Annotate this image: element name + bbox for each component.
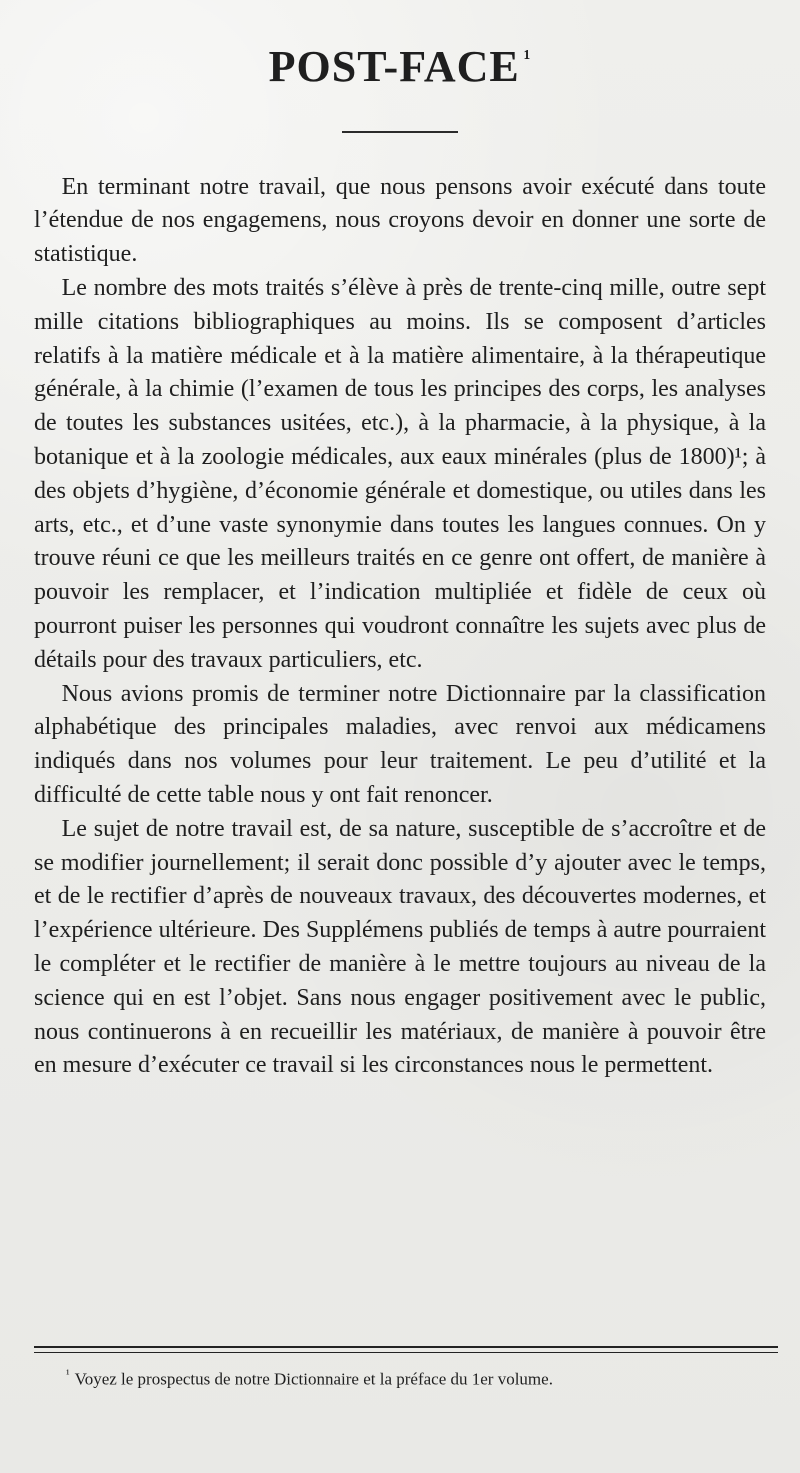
paragraph-dictionary-classification: Nous avions promis de terminer notre Dictionnaire par la classification alphabétique des principales maladies, avec renvoi aux médicamens indiqués dans nos volumes pour leur traitement. Le peu d’utilité et la difficulté de cette table nous y ont fait renoncer.	[34, 680, 766, 808]
footnote-marker: ¹	[66, 1367, 70, 1381]
page-title-text: POST-FACE	[268, 42, 520, 91]
paragraph-introduction: En terminant notre travail, que nous pensons avoir exécuté dans toute l’étendue de nos engagemens, nous croyons devoir en donner une sorte de statistique.	[34, 173, 766, 268]
title-divider	[342, 131, 458, 133]
footnote-text: Voyez le prospectus de notre Dictionnaire et la préface du 1er volume.	[74, 1369, 553, 1389]
paragraph-supplements: Le sujet de notre travail est, de sa nature, susceptible de s’accroître et de se modifier journellement; il serait donc possible d’y ajouter avec le temps, et de le rectifier d’après de nouveaux travaux, des découvertes modernes, et l’expérience ultérieure. Des Supplémens publiés de temps à autre pourraient le compléter et le rectifier de manière à le mettre toujours au niveau de la science qui en est l’objet. Sans nous engager positivement avec le public, nous continuerons à en recueillir les matériaux, de manière à pouvoir être en mesure d’exécuter ce travail si les circonstances nous le permettent.	[34, 815, 766, 1079]
footnote-divider	[34, 1346, 778, 1348]
document-body	[34, 171, 766, 1084]
footnote	[66, 1362, 752, 1392]
page-title	[34, 42, 766, 93]
paragraph-statistics: Le nombre des mots traités s’élève à près de trente-cinq mille, outre sept mille citations bibliographiques au moins. Ils se composent d’articles relatifs à la matière médicale et à la matière alimentaire, à la thérapeutique générale, à la chimie (l’examen de tous les principes des corps, les analyses de toutes les substances usitées, etc.), à la pharmacie, à la physique, à la botanique et à la zoologie médicales, aux eaux minérales (plus de 1800)¹; à des objets d’hygiène, d’économie générale et domestique, ou utiles dans les arts, etc., et d’une vaste synonymie dans toutes les langues connues. On y trouve réuni ce que les meilleurs traités en ce genre ont offert, de manière à pouvoir les remplacer, et l’indication multipliée et fidèle de ceux où pourront puiser les personnes qui voudront connaître les sujets avec plus de détails pour des travaux particuliers, etc.	[34, 274, 766, 673]
title-footnote-marker: ¹	[523, 45, 532, 71]
